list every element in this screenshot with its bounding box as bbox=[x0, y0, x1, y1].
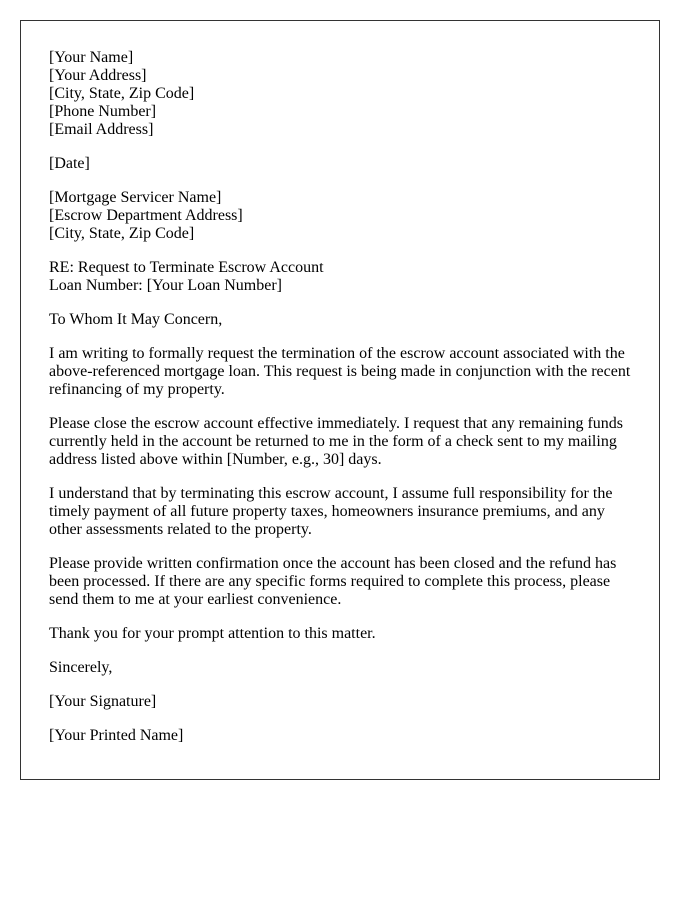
text-line: I understand that by terminating this escrow account, I assume full responsibility for the bbox=[49, 485, 613, 502]
recipient-city-state-zip: [City, State, Zip Code] bbox=[49, 225, 195, 242]
text-line: Please close the escrow account effective immediately. I request that any remaining funds bbox=[49, 415, 624, 432]
sender-city-state-zip: [City, State, Zip Code] bbox=[49, 85, 195, 102]
body-paragraph-5 bbox=[49, 625, 631, 643]
text-line: been processed. If there are any specific forms required to complete this process, please bbox=[49, 573, 611, 590]
text-line: I am writing to formally request the termination of the escrow account associated with the bbox=[49, 345, 625, 362]
sender-phone: [Phone Number] bbox=[49, 103, 157, 120]
text-line: timely payment of all future property taxes, homeowners insurance premiums, and any bbox=[49, 503, 605, 520]
body-paragraph-2 bbox=[49, 415, 631, 469]
loan-number: Loan Number: [Your Loan Number] bbox=[49, 277, 282, 294]
salutation: To Whom It May Concern, bbox=[49, 311, 223, 328]
body-paragraph-3 bbox=[49, 485, 631, 539]
text-line: Thank you for your prompt attention to this matter. bbox=[49, 625, 376, 642]
text-line: refinancing of my property. bbox=[49, 381, 225, 398]
letter-date: [Date] bbox=[49, 155, 90, 172]
sender-block bbox=[49, 49, 631, 139]
text-line: other assessments related to the property. bbox=[49, 521, 312, 538]
text-line: currently held in the account be returned to me in the form of a check sent to my mailing bbox=[49, 433, 617, 450]
sender-name: [Your Name] bbox=[49, 49, 134, 66]
closing: Sincerely, bbox=[49, 659, 113, 676]
body-paragraph-1 bbox=[49, 345, 631, 399]
sender-email: [Email Address] bbox=[49, 121, 154, 138]
recipient-name: [Mortgage Servicer Name] bbox=[49, 189, 222, 206]
text-line: send them to me at your earliest convenience. bbox=[49, 591, 342, 608]
letter-document bbox=[20, 20, 660, 780]
text-line: Please provide written confirmation once the account has been closed and the refund has bbox=[49, 555, 617, 572]
subject-line: RE: Request to Terminate Escrow Account bbox=[49, 259, 324, 276]
text-line: above-referenced mortgage loan. This request is being made in conjunction with the recent bbox=[49, 363, 631, 380]
sender-address: [Your Address] bbox=[49, 67, 147, 84]
printed-name: [Your Printed Name] bbox=[49, 727, 184, 744]
subject-block bbox=[49, 259, 631, 295]
body-paragraph-4 bbox=[49, 555, 631, 609]
text-line: address listed above within [Number, e.g., 30] days. bbox=[49, 451, 382, 468]
signature: [Your Signature] bbox=[49, 693, 157, 710]
recipient-block bbox=[49, 189, 631, 243]
recipient-address: [Escrow Department Address] bbox=[49, 207, 243, 224]
